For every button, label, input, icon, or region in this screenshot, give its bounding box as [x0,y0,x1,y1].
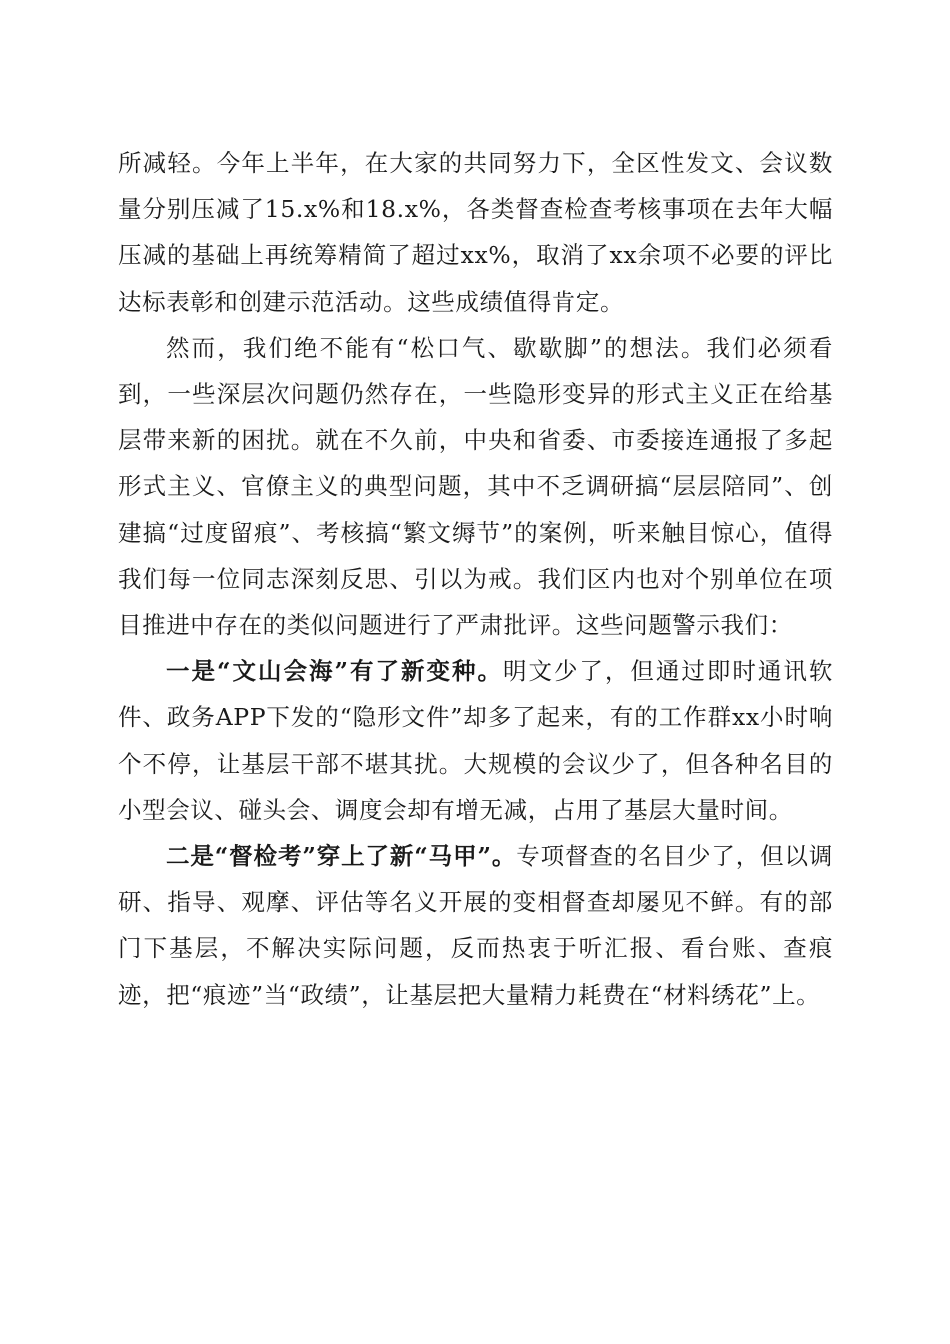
paragraph-point-one [118,648,833,833]
paragraph-text: 所减轻。今年上半年，在大家的共同努力下，全区性发文、会议数量分别压减了15.x%和18.x%，各类督查检查考核事项在去年大幅压减的基础上再统筹精简了超过xx%，取消了xx余项不必要的评比达标表彰和创建示范活动。这些成绩值得肯定。 [118,149,833,316]
paragraph-text: 明文少了，但通过即时通讯软件、政务APP下发的“隐形文件”却多了起来，有的工作群xx小时响个不停，让基层干部不堪其扰。大规模的会议少了，但各种名目的小型会议、碰头会、调度会却有增无减，占用了基层大量时间。 [118,657,833,824]
paragraph-text: 专项督查的名目少了，但以调研、指导、观摩、评估等名义开展的变相督查却屡见不鲜。有的部门下基层，不解决实际问题，反而热衷于听汇报、看台账、查痕迹，把“痕迹”当“政绩”，让基层把大量精力耗费在“材料绣花”上。 [118,842,833,1009]
point-heading: 二是“督检考”穿上了新“马甲”。 [166,842,517,871]
paragraph-text: 然而，我们绝不能有“松口气、歇歇脚”的想法。我们必须看到，一些深层次问题仍然存在，一些隐形变异的形式主义正在给基层带来新的困扰。就在不久前，中央和省委、市委接连通报了多起形式主义、官僚主义的典型问题，其中不乏调研搞“层层陪同”、创建搞“过度留痕”、考核搞“繁文缛节”的案例，听来触目惊心，值得我们每一位同志深刻反思、引以为戒。我们区内也对个别单位在项目推进中存在的类似问题进行了严肃批评。这些问题警示我们： [118,333,833,640]
paragraph-point-two [118,833,833,1018]
paragraph-however [118,325,833,648]
document-body [118,140,833,1018]
paragraph-continuation [118,140,833,325]
point-heading: 一是“文山会海”有了新变种。 [166,657,503,686]
